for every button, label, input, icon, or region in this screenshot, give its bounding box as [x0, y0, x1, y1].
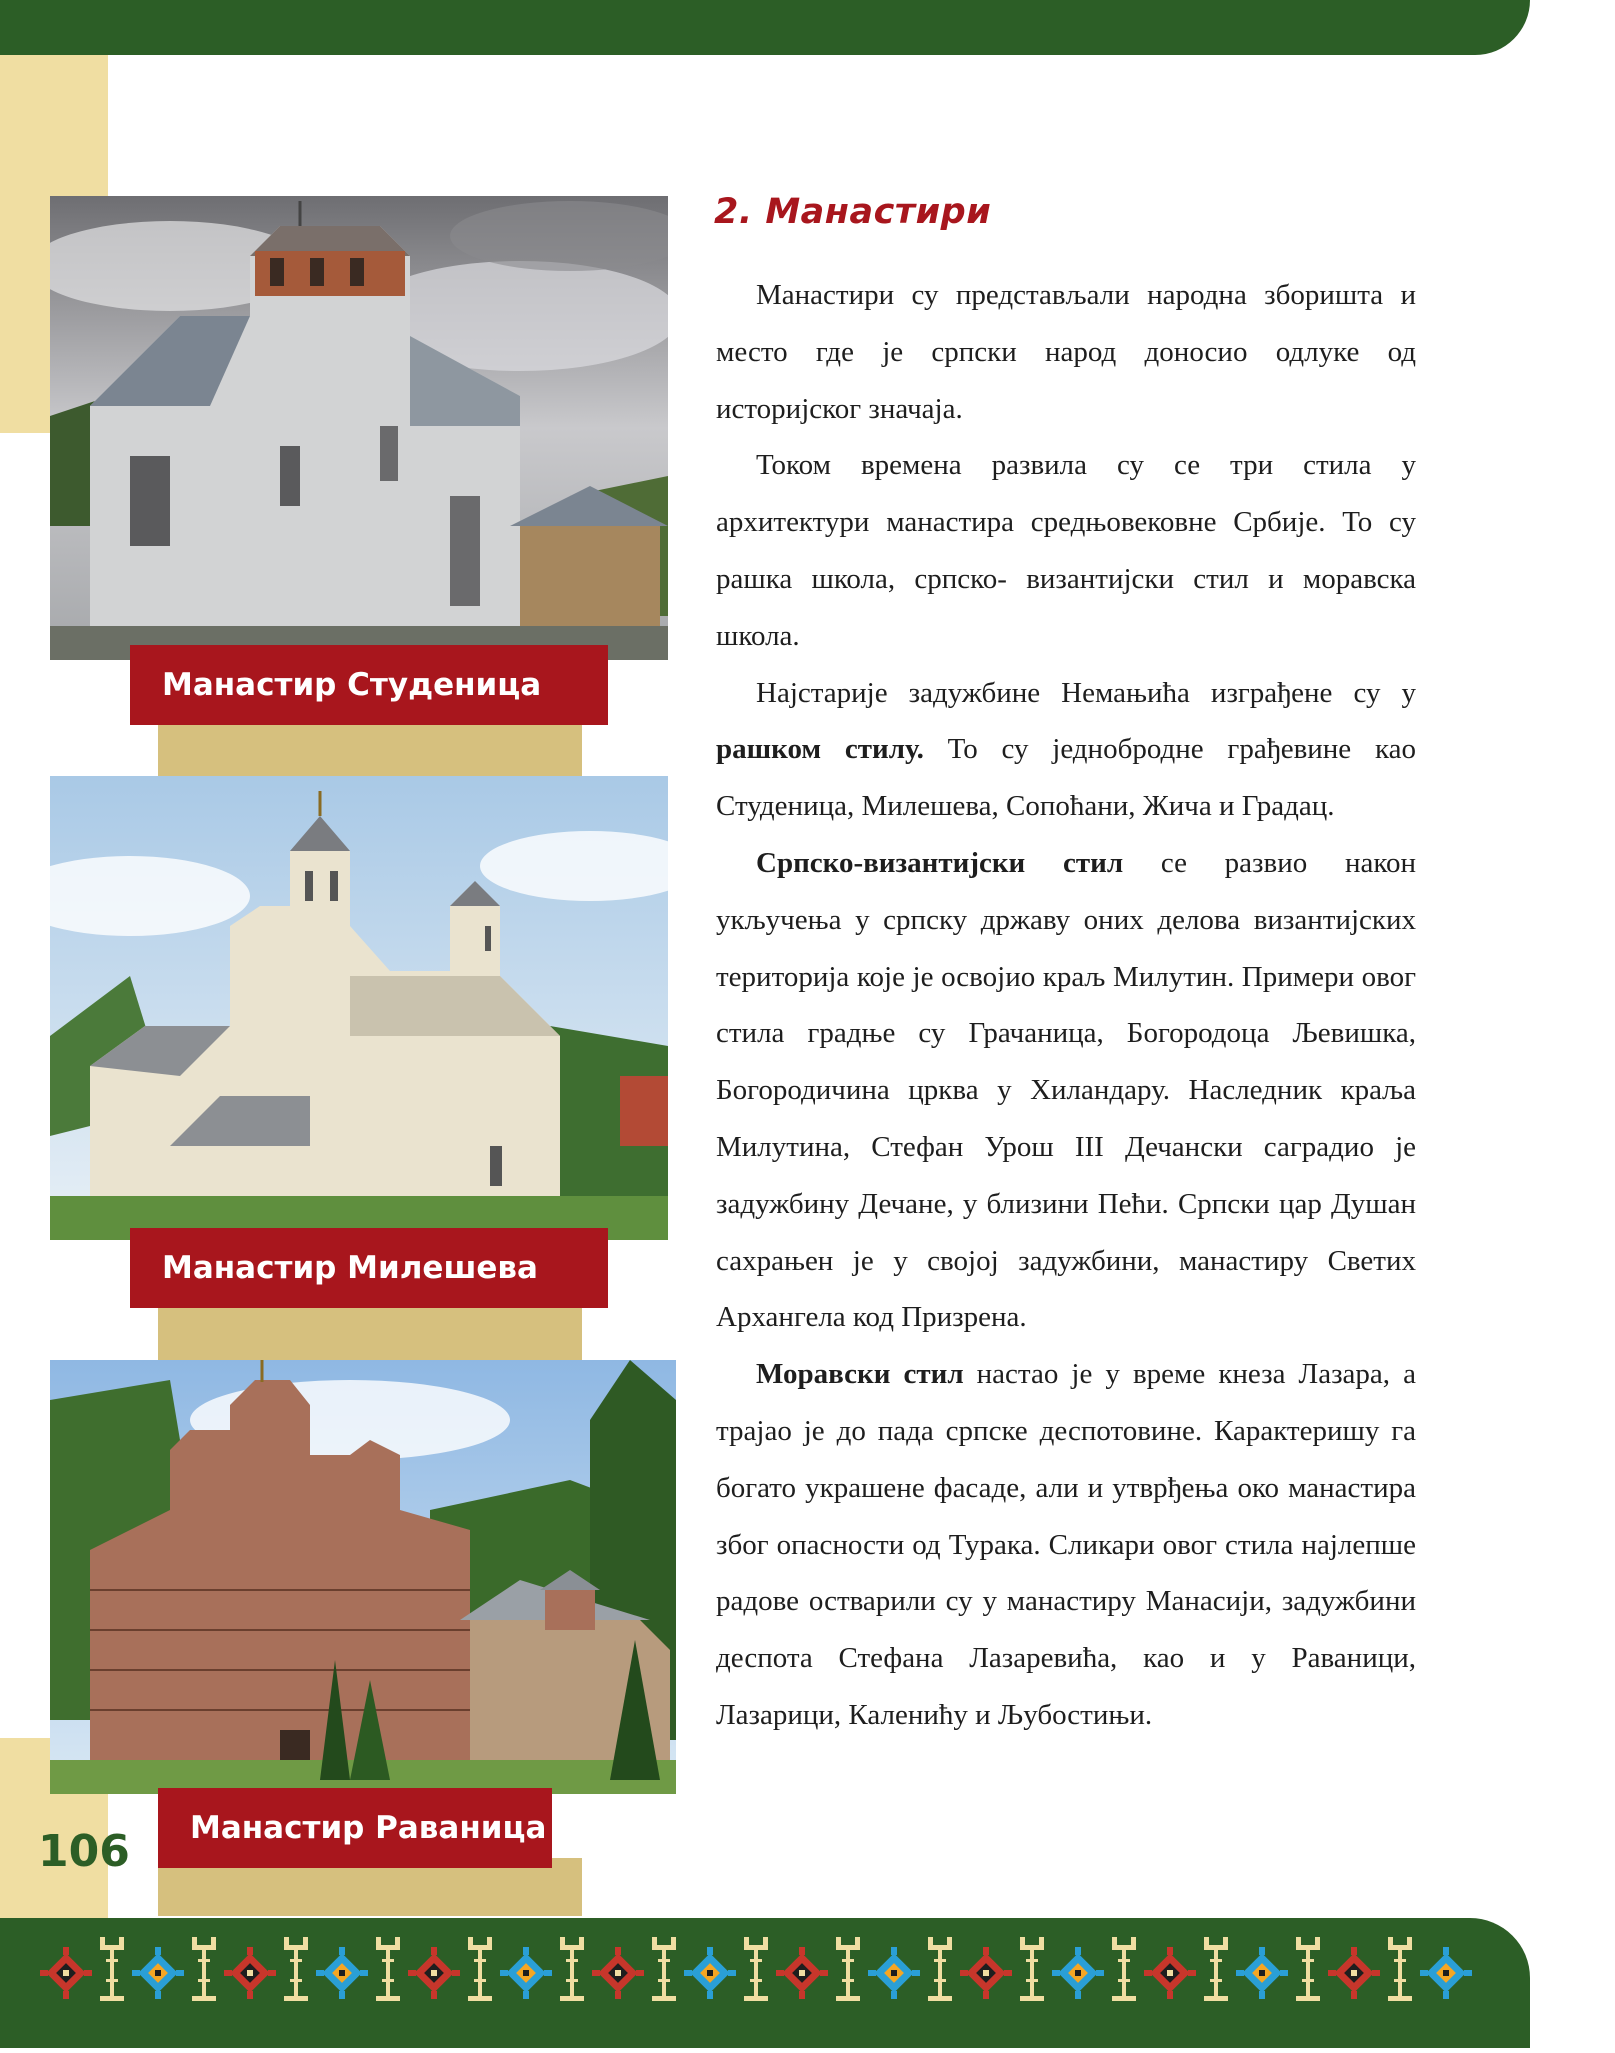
- section-heading: 2. Манастири: [714, 192, 992, 232]
- caption-strip-2: [158, 1305, 582, 1363]
- paragraph: Моравски стил настао је у време кнеза Лазара, а трајао је до пада српске деспотовине. Карактеришу га богато украшене фасаде, али и утврђења око манастира због опасности од Турака. Сликари овог стила најлепше радове остварили су у манастиру Манасији, задужбини деспота Стефана Лазаревића, као и у Раваници, Лазарици, Каленићу и Љубостињи.: [716, 1358, 1416, 1731]
- caption-ravanica: Манастир Раваница: [158, 1788, 552, 1868]
- bold-term: Моравски стил: [756, 1358, 964, 1391]
- photo-studenica: [50, 196, 668, 660]
- photo-ravanica: [50, 1360, 676, 1794]
- bold-term: рашком стилу.: [716, 733, 924, 766]
- caption-mileseva: Манастир Милешева: [130, 1228, 608, 1308]
- photo-mileseva: [50, 776, 668, 1240]
- caption-strip-1: [158, 724, 582, 782]
- page-number: 106: [38, 1826, 130, 1877]
- folk-pattern-ornament: [0, 1918, 1530, 2048]
- paragraph: Манастири су представљали народна зборишта и место где је српски народ доносио одлуке од историјског значаја.: [716, 279, 1416, 425]
- bottom-ornament-band: [0, 1918, 1530, 2048]
- article-body: [716, 267, 1416, 1744]
- caption-studenica: Манастир Студеница: [130, 645, 608, 725]
- top-green-bar: [0, 0, 1530, 55]
- paragraph: Српско-византијски стил се развио након укључења у српску државу оних делова византијских територија које је освојио краљ Милутин. Примери овог стила градње су Грачаница, Богородоца Љевишка, Богородичина црква у Хиландару. Наследник краља Милутина, Стефан Урош III Дечански саградио је задужбину Дечане, у близини Пећи. Српски цар Душан сахрањен је у својој задужбини, манастиру Светих Архангела код Призрена.: [716, 846, 1416, 1334]
- paragraph: Током времена развила су се три стила у архитектури манастира средњовековне Србије. То су рашка школа, српско- византијски стил и моравска школа.: [716, 449, 1416, 652]
- bold-term: Српско-византијски стил: [756, 846, 1124, 879]
- paragraph: Најстарије задужбине Немањића изграђене су у рашком стилу. То су једнобродне грађевине као Студеница, Милешева, Сопоћани, Жича и Градац.: [716, 676, 1416, 823]
